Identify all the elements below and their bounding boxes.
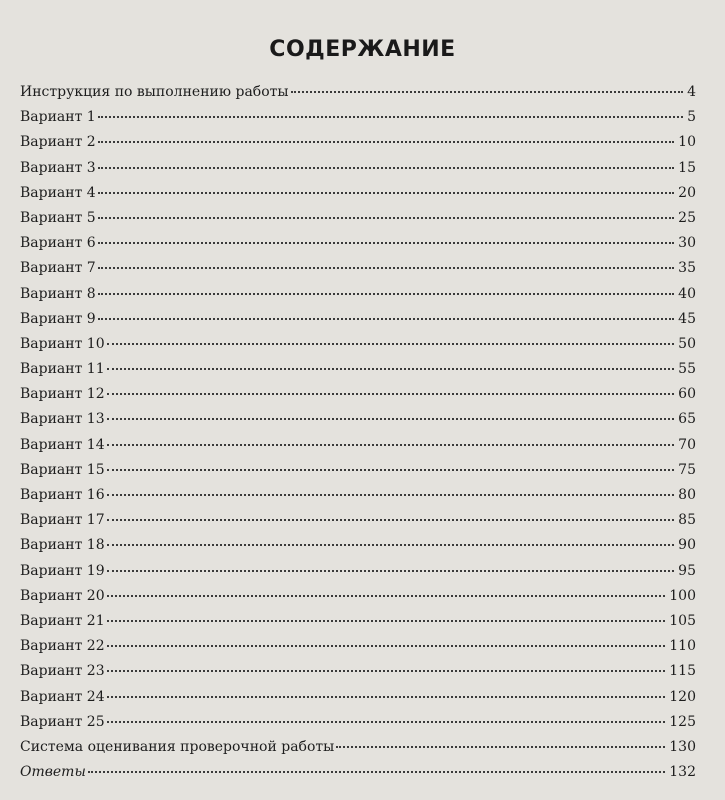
toc-entry-page-number: 55: [678, 361, 696, 378]
toc-entry-label: Вариант 9: [20, 310, 96, 327]
toc-dot-leader: [98, 141, 674, 143]
toc-entry-label: Вариант 25: [20, 713, 105, 730]
toc-dot-leader: [107, 645, 666, 647]
toc-dot-leader: [88, 771, 665, 773]
toc-entry-page-number: 115: [669, 663, 696, 680]
toc-dot-leader: [98, 192, 674, 194]
toc-dot-leader: [107, 494, 675, 496]
toc-entry: [20, 508, 696, 533]
toc-entry-label: Вариант 19: [20, 562, 105, 579]
toc-entry: [20, 407, 696, 432]
toc-entry-label: Вариант 15: [20, 461, 105, 478]
toc-entry: [20, 80, 696, 105]
toc-dot-leader: [98, 217, 674, 219]
toc-entry-label: Вариант 10: [20, 335, 105, 352]
toc-entry: [20, 760, 696, 785]
toc-dot-leader: [107, 620, 666, 622]
toc-dot-leader: [107, 519, 675, 521]
toc-entry-label: Вариант 24: [20, 688, 105, 705]
toc-entry-page-number: 10: [678, 134, 696, 151]
toc-dot-leader: [107, 595, 666, 597]
toc-entry: [20, 533, 696, 558]
toc-entry-page-number: 65: [678, 411, 696, 428]
toc-entry: [20, 659, 696, 684]
toc-entry-label: Вариант 2: [20, 134, 96, 151]
toc-entry-label: Вариант 14: [20, 436, 105, 453]
toc-entry-page-number: 120: [669, 688, 696, 705]
toc-entry-label: Вариант 7: [20, 260, 96, 277]
toc-entry-label: Вариант 21: [20, 612, 105, 629]
toc-entry-page-number: 15: [678, 159, 696, 176]
toc-entry: [20, 685, 696, 710]
toc-entry-label: Вариант 8: [20, 285, 96, 302]
toc-entry-label: Ответы: [20, 764, 86, 781]
toc-entry-page-number: 45: [678, 310, 696, 327]
toc-entry-label: Вариант 17: [20, 512, 105, 529]
toc-entry-page-number: 25: [678, 209, 696, 226]
toc-entry-label: Вариант 5: [20, 209, 96, 226]
toc-entry: [20, 156, 696, 181]
toc-entry: [20, 181, 696, 206]
toc-entry-label: Вариант 6: [20, 235, 96, 252]
toc-dot-leader: [98, 293, 674, 295]
toc-entry: [20, 282, 696, 307]
toc-dot-leader: [107, 368, 675, 370]
toc-entry-page-number: 130: [669, 738, 696, 755]
toc-entry-label: Вариант 18: [20, 537, 105, 554]
toc-dot-leader: [98, 167, 674, 169]
toc-entry-label: Инструкция по выполнению работы: [20, 84, 289, 100]
toc-entry-label: Вариант 20: [20, 587, 105, 604]
toc-entry-label: Система оценивания проверочной работы: [20, 738, 335, 755]
toc-entry: [20, 634, 696, 659]
toc-entry: [20, 357, 696, 382]
toc-dot-leader: [107, 393, 675, 395]
toc-entry-label: Вариант 4: [20, 184, 96, 201]
toc-entry-page-number: 132: [669, 764, 696, 781]
toc-dot-leader: [107, 696, 666, 698]
toc-entry: [20, 735, 696, 760]
toc-entry: [20, 710, 696, 735]
toc-entry-label: Вариант 16: [20, 487, 105, 503]
toc-entry: [20, 559, 696, 584]
toc-entry-page-number: 50: [678, 335, 696, 352]
toc-entry-page-number: 75: [678, 461, 696, 478]
toc-entry: [20, 130, 696, 155]
toc-entry-label: Вариант 22: [20, 638, 105, 655]
toc-entry-page-number: 90: [678, 537, 696, 554]
toc-entry-label: Вариант 23: [20, 663, 105, 680]
toc-entry-label: Вариант 13: [20, 411, 105, 428]
toc-entry-page-number: 5: [687, 109, 696, 126]
toc-entry-page-number: 20: [678, 184, 696, 201]
toc-entry-page-number: 30: [678, 235, 696, 252]
toc-entry-page-number: 105: [669, 612, 696, 629]
toc-dot-leader: [107, 469, 675, 471]
toc-entry: [20, 105, 696, 130]
toc-dot-leader: [291, 91, 684, 93]
toc-dot-leader: [107, 418, 675, 420]
toc-entry-label: Вариант 1: [20, 109, 96, 126]
toc-entry: [20, 206, 696, 231]
toc-entry-page-number: 95: [678, 562, 696, 579]
toc-entry-page-number: 35: [678, 260, 696, 277]
toc-entry: [20, 332, 696, 357]
toc-entry-page-number: 85: [678, 512, 696, 529]
toc-entry-page-number: 70: [678, 436, 696, 453]
toc-entry-page-number: 110: [669, 638, 696, 655]
toc-entry-page-number: 80: [678, 487, 696, 503]
toc-entry: [20, 256, 696, 281]
toc-dot-leader: [107, 670, 666, 672]
toc-entry: [20, 382, 696, 407]
toc-dot-leader: [98, 116, 683, 118]
toc-entry: [20, 231, 696, 256]
toc-entry: [20, 458, 696, 483]
toc-dot-leader: [107, 721, 666, 723]
toc-entry: [20, 483, 696, 508]
toc-entry: [20, 584, 696, 609]
toc-entry-page-number: 100: [669, 587, 696, 604]
toc-entry-page-number: 40: [678, 285, 696, 302]
toc-dot-leader: [107, 544, 675, 546]
toc-entry-page-number: 60: [678, 386, 696, 403]
toc-dot-leader: [107, 570, 675, 572]
toc-entry: [20, 307, 696, 332]
toc-entry-label: Вариант 3: [20, 159, 96, 176]
toc-dot-leader: [107, 343, 675, 345]
toc-entry-label: Вариант 11: [20, 361, 105, 378]
toc-entry-page-number: 4: [687, 84, 696, 100]
toc-entry-page-number: 125: [669, 713, 696, 730]
toc-entry-label: Вариант 12: [20, 386, 105, 403]
toc-dot-leader: [98, 242, 674, 244]
toc-dot-leader: [98, 318, 674, 320]
toc-entry: [20, 433, 696, 458]
toc-entry: [20, 609, 696, 634]
page-title: СОДЕРЖАНИЕ: [269, 36, 456, 62]
toc-dot-leader: [107, 444, 675, 446]
table-of-contents: [20, 80, 696, 785]
toc-dot-leader: [98, 267, 674, 269]
toc-dot-leader: [336, 746, 665, 748]
